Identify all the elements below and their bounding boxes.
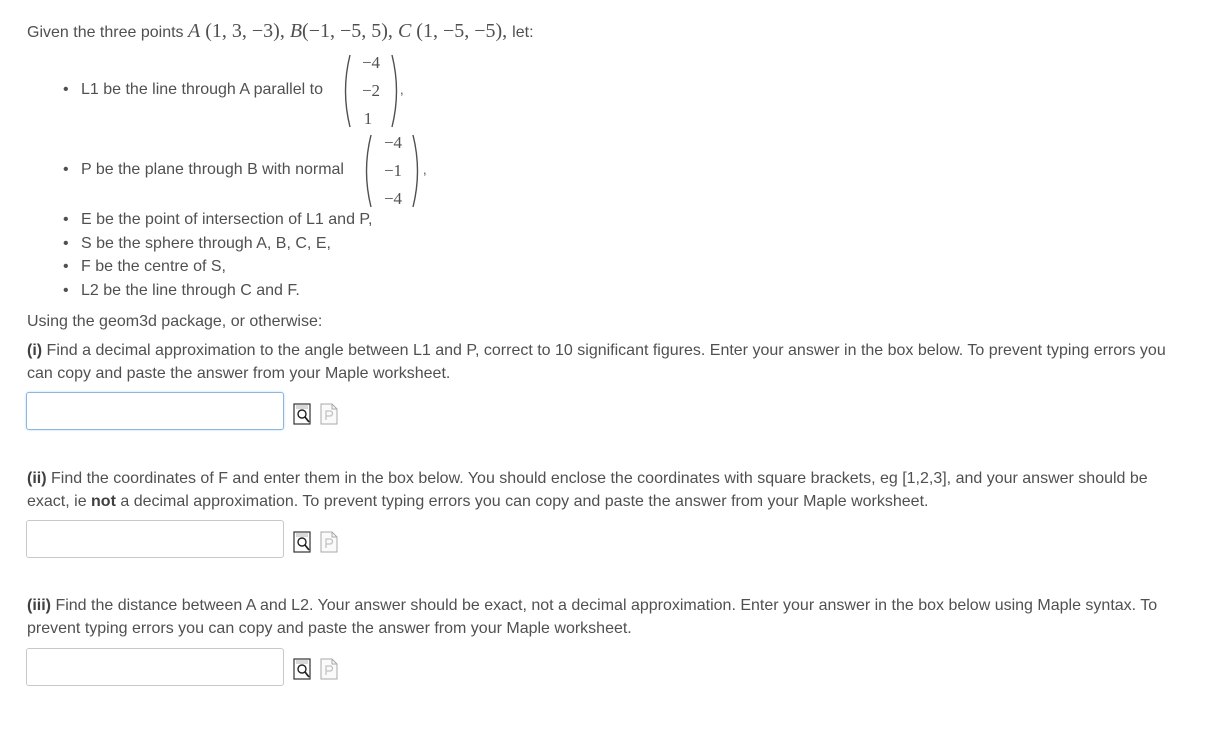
direction-vector xyxy=(340,52,410,126)
question-3-text: Find the distance between A and L2. Your answer should be exact, not a decimal approximation. Enter your answer in the box below using Maple syntax. To prevent typing errors you can copy and paste the answer from your Maple worksheet. xyxy=(27,597,1158,637)
answer-3-input[interactable] xyxy=(26,648,284,686)
question-2-text-b: a decimal approximation. To prevent typing errors you can copy and paste the answer from your Maple worksheet. xyxy=(115,493,929,510)
method-text: Using the geom3d package, or otherwise: xyxy=(27,313,323,330)
preview-icon[interactable] xyxy=(293,403,311,425)
intro-suffix: let: xyxy=(512,24,534,41)
normal-z: −4 xyxy=(383,189,403,208)
normal-y: −1 xyxy=(383,161,403,180)
question-3 xyxy=(27,594,1187,640)
bullet-f-text: F be the centre of S, xyxy=(81,258,226,275)
bullet-dot: • xyxy=(63,161,69,178)
point-b-label: B xyxy=(289,20,303,42)
points-math xyxy=(188,20,512,42)
point-a-coords: (1, 3, −3), xyxy=(200,20,290,42)
bullet-dot: • xyxy=(63,81,69,98)
vector-comma: , xyxy=(423,162,427,177)
preview-icon[interactable] xyxy=(293,531,311,553)
maple-paste-icon[interactable] xyxy=(320,531,338,553)
vector-comma: , xyxy=(400,82,404,97)
direction-x: −4 xyxy=(361,53,381,72)
question-1 xyxy=(27,339,1187,385)
question-2-text-a: Find the coordinates of F and enter them in the box below. You should enclose the coordinates with square brackets, eg [1,2,3], and your answer should be exact, ie xyxy=(27,470,1148,510)
point-c-coords: (1, −5, −5), xyxy=(411,20,513,42)
normal-x: −4 xyxy=(383,133,403,152)
question-1-text: Find a decimal approximation to the angle between L1 and P, correct to 10 significant figures. Enter your answer in the box below. To prevent typing errors you can copy and paste the answer from your Maple worksheet. xyxy=(27,342,1166,382)
point-a-label: A xyxy=(188,20,201,42)
bullet-s-text: S be the sphere through A, B, C, E, xyxy=(81,235,331,252)
bullet-plane-text: P be the plane through B with normal xyxy=(81,161,344,178)
bullet-dot: • xyxy=(63,282,69,299)
point-b-coords: (−1, −5, 5), xyxy=(302,20,398,42)
question-2 xyxy=(27,467,1187,513)
intro-line xyxy=(27,20,534,43)
direction-z: 1 xyxy=(363,109,373,128)
maple-paste-icon[interactable] xyxy=(320,658,338,680)
bullet-dot: • xyxy=(63,235,69,252)
direction-y: −2 xyxy=(361,81,381,100)
answer-1-input[interactable] xyxy=(26,392,284,430)
maple-paste-icon[interactable] xyxy=(320,403,338,425)
bullet-l2-text: L2 be the line through C and F. xyxy=(81,282,300,299)
normal-vector xyxy=(361,132,431,206)
answer-2-input[interactable] xyxy=(26,520,284,558)
preview-icon[interactable] xyxy=(293,658,311,680)
bullet-dot: • xyxy=(63,258,69,275)
bullet-e-text: E be the point of intersection of L1 and P, xyxy=(81,211,373,228)
question-2-label: (ii) xyxy=(27,470,47,487)
point-c-label: C xyxy=(397,20,412,42)
bullet-l1-text: L1 be the line through A parallel to xyxy=(81,81,323,98)
question-2-emphasis: not xyxy=(91,493,116,510)
question-3-label: (iii) xyxy=(27,597,51,614)
question-1-label: (i) xyxy=(27,342,43,359)
bullet-dot: • xyxy=(63,211,69,228)
intro-prefix: Given the three points xyxy=(27,24,184,41)
